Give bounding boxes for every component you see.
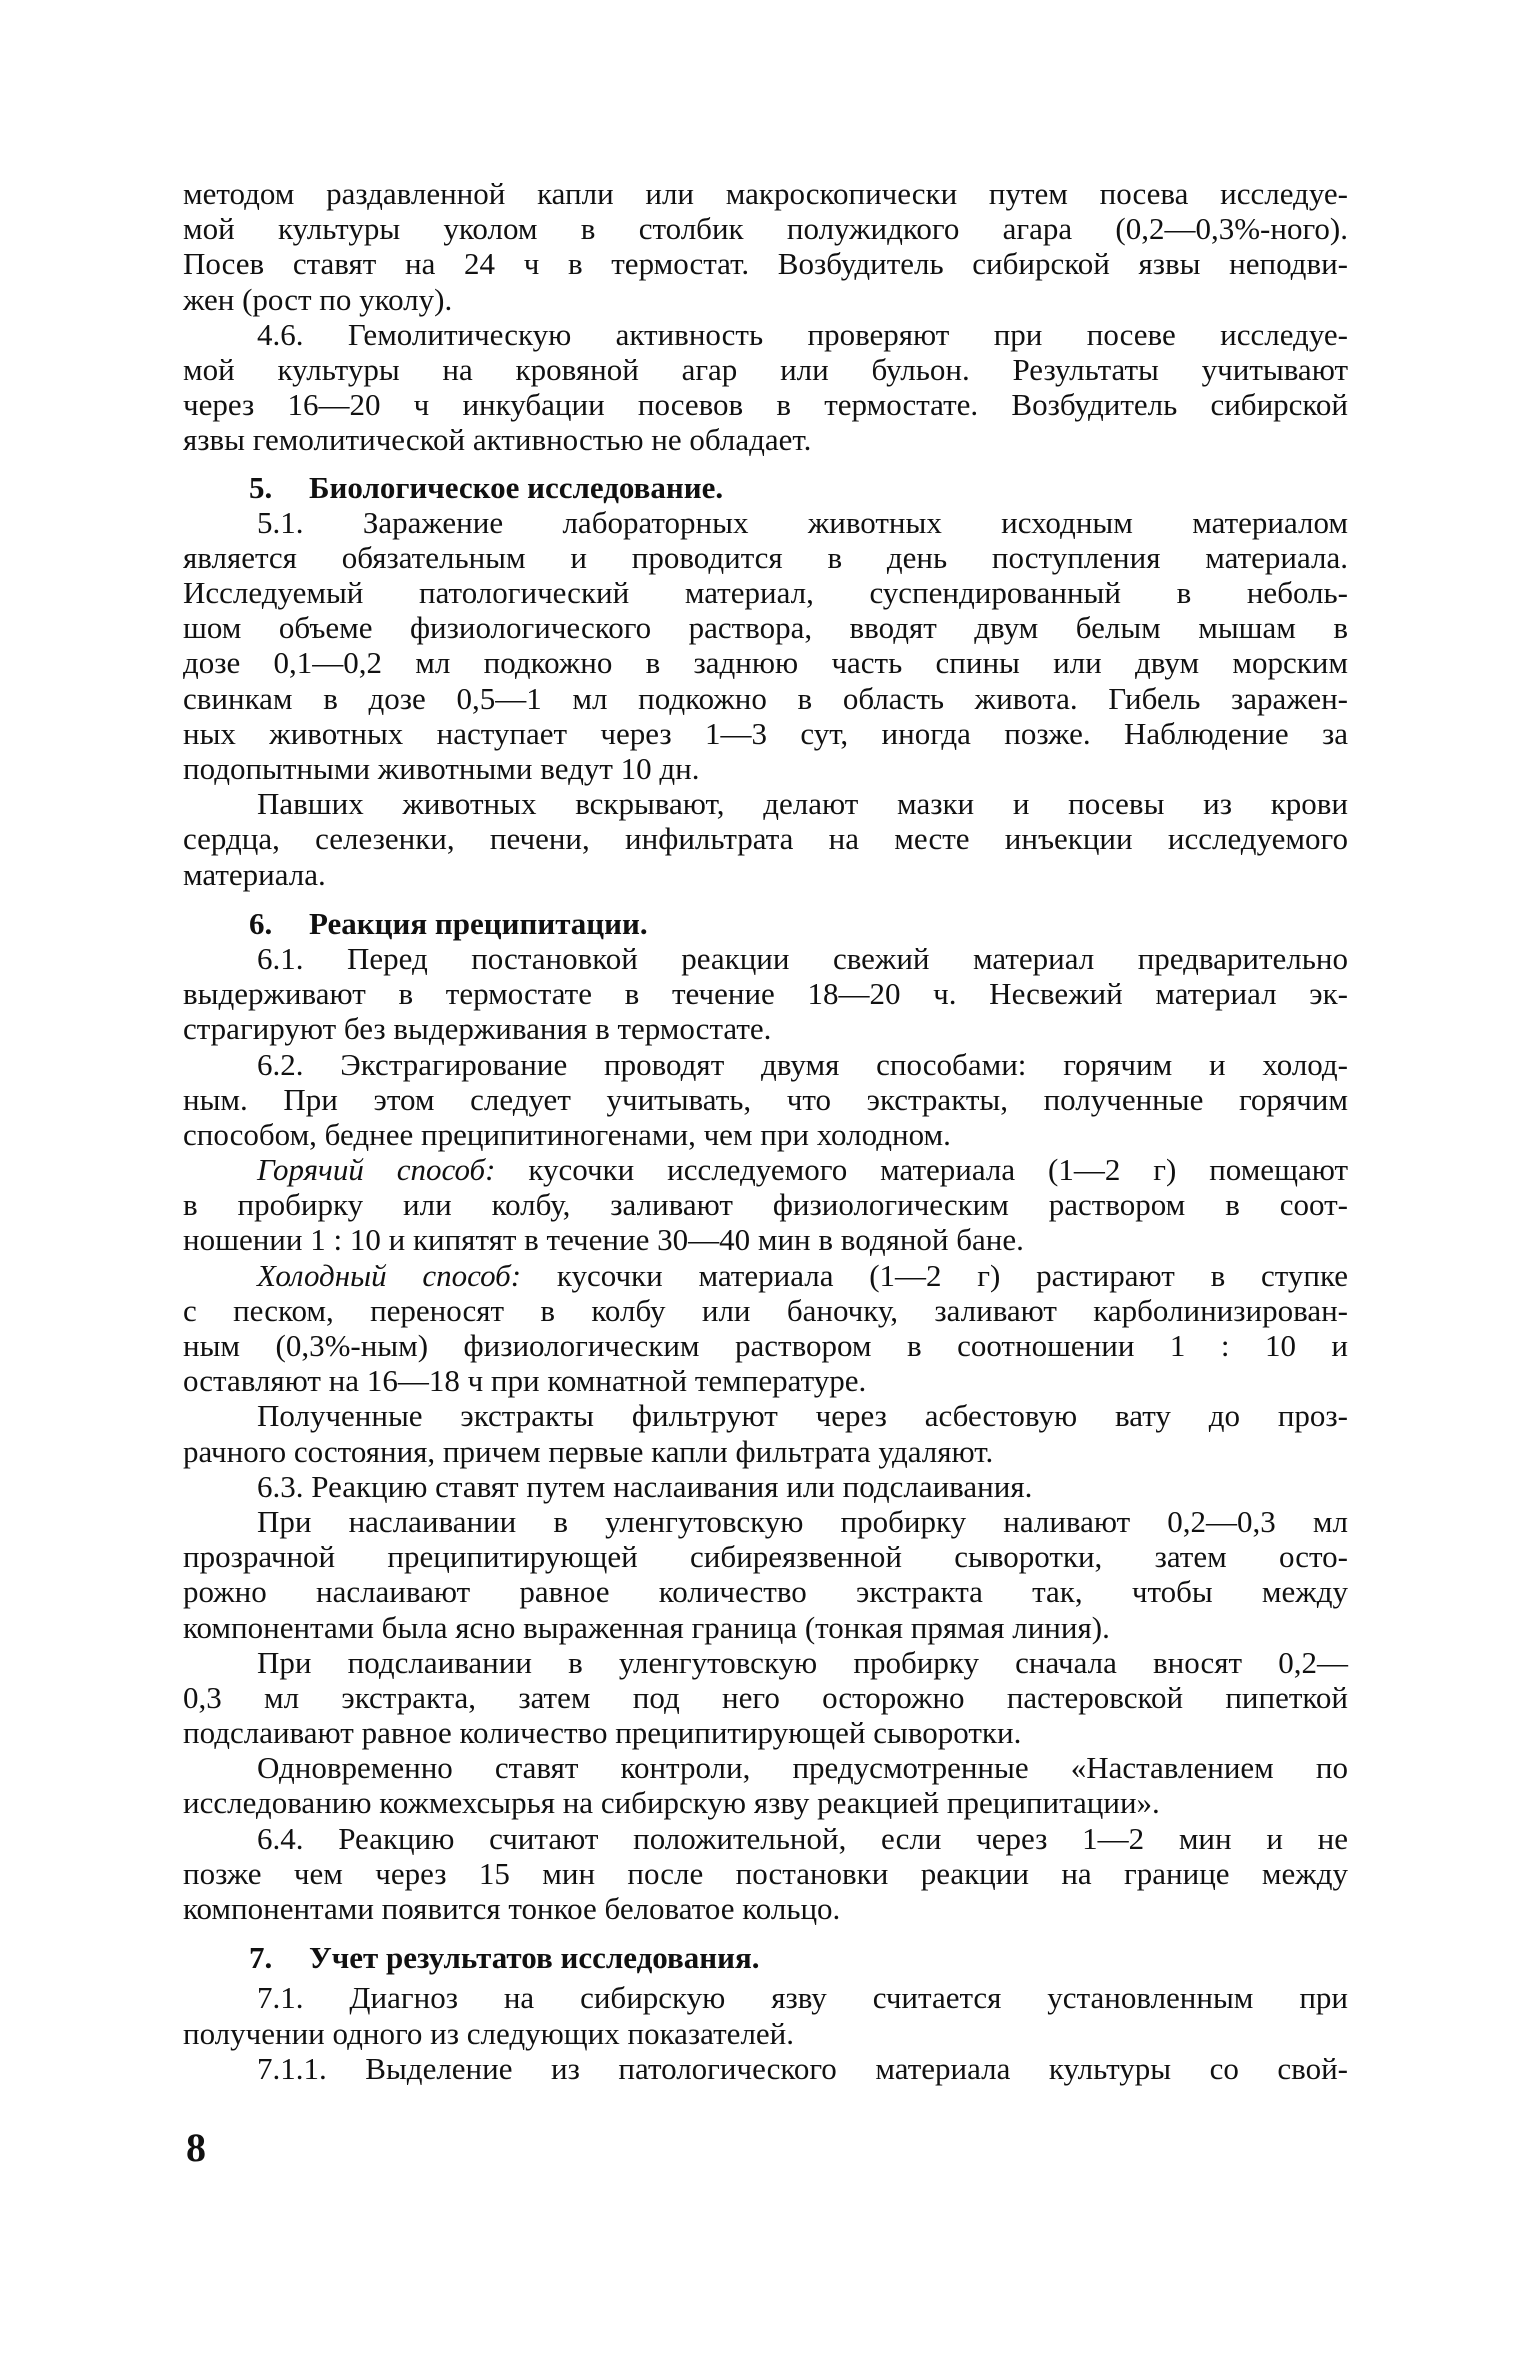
text-line: 7.1. Диагноз на сибирскую язву считается установленным при	[257, 1980, 1348, 2016]
text-line: Холодный способ: кусочки материала (1—2 г) растирают в ступке	[257, 1257, 1349, 1293]
paragraph	[183, 1750, 1348, 1820]
text-line: шом объеме физиологического раствора, вводят двум белым мышам в	[183, 610, 1348, 646]
text-line: 6.3. Реакцию ставят путем наслаивания или подслаивания.	[257, 1468, 1033, 1504]
text-line: Одновременно ставят контроли, предусмотренные «Наставлением по	[257, 1750, 1348, 1786]
text-line: позже чем через 15 мин после постановки реакции на границе между	[183, 1855, 1348, 1891]
text-line: сердца, селезенки, печени, инфильтрата на месте инъекции исследуемого	[183, 821, 1348, 857]
text-line: методом раздавленной капли или макроскопически путем посева исследуе-	[183, 176, 1348, 211]
text-line: мой культуры на кровяной агар или бульон. Результаты учитывают	[183, 351, 1348, 387]
section-title: Реакция преципитации.	[309, 905, 648, 941]
text-line: является обязательным и проводится в день поступления материала.	[183, 539, 1348, 575]
paragraph	[183, 1645, 1348, 1751]
paragraph	[183, 1980, 1348, 2050]
paragraph	[183, 786, 1348, 892]
text-line: через 16—20 ч инкубации посевов в термостате. Возбудитель сибирской	[183, 387, 1348, 423]
text-line: 6.2. Экстрагирование проводят двумя способами: горячим и холод-	[257, 1046, 1348, 1082]
text-line: Павших животных вскрывают, делают мазки и посевы из крови	[257, 786, 1348, 822]
text-line: 5.1. Заражение лабораторных животных исходным материалом	[257, 504, 1348, 540]
text-line: Полученные экстракты фильтруют через асбестовую вату до проз-	[257, 1398, 1348, 1434]
paragraph	[183, 2051, 1348, 2086]
text-line: ношении 1 : 10 и кипятят в течение 30—40 мин в водяной бане.	[183, 1222, 1024, 1258]
text-line: 4.6. Гемолитическую активность проверяют при посеве исследуе-	[257, 316, 1348, 352]
paragraph	[183, 941, 1348, 1047]
italic-lead: Горячий способ:	[257, 1152, 496, 1188]
text-line: компонентами была ясно выраженная граница (тонкая прямая линия).	[183, 1609, 1110, 1645]
text-line: 0,3 мл экстракта, затем под него осторожно пастеровской пипеткой	[183, 1679, 1348, 1715]
text-line: рачного состояния, причем первые капли фильтрата удаляют.	[183, 1433, 994, 1469]
text-line: При наслаивании в уленгутовскую пробирку наливают 0,2—0,3 мл	[257, 1503, 1348, 1539]
section-heading	[183, 906, 1348, 941]
text-line: ным. При этом следует учитывать, что экстракты, полученные горячим	[183, 1081, 1348, 1117]
section-number: 6.	[249, 905, 273, 941]
text-line: ных животных наступает через 1—3 сут, иногда позже. Наблюдение за	[183, 715, 1348, 751]
document-body	[183, 176, 1348, 2086]
section-title: Учет результатов исследования.	[309, 1940, 760, 1976]
text-line: в пробирку или колбу, заливают физиологическим раствором в соот-	[183, 1187, 1348, 1223]
text-line: 7.1.1. Выделение из патологического материала культуры со свой-	[257, 2050, 1348, 2086]
page-number: 8	[186, 2125, 206, 2170]
paragraph	[183, 1152, 1348, 1258]
paragraph	[183, 1821, 1348, 1927]
text-line: материала.	[183, 856, 326, 892]
section-number: 5.	[249, 469, 273, 505]
text-line: ным (0,3%-ным) физиологическим раствором в соотношении 1 : 10 и	[183, 1328, 1348, 1363]
text-line: выдерживают в термостате в течение 18—20 ч. Несвежий материал эк-	[183, 976, 1348, 1012]
text-line: рожно наслаивают равное количество экстракта так, чтобы между	[183, 1574, 1348, 1610]
text-line: исследованию кожмехсырья на сибирскую язву реакцией преципитации».	[183, 1785, 1160, 1821]
section-heading	[183, 1940, 1348, 1975]
text-line: получении одного из следующих показателей.	[183, 2015, 795, 2051]
text-line: 6.4. Реакцию считают положительной, если через 1—2 мин и не	[257, 1820, 1348, 1856]
text-line: оставляют на 16—18 ч при комнатной температуре.	[183, 1363, 867, 1399]
paragraph	[183, 505, 1348, 787]
text-line: подопытными животными ведут 10 дн.	[183, 751, 700, 786]
text-line: жен (рост по уколу).	[183, 281, 453, 317]
text-line: компонентами появится тонкое беловатое кольцо.	[183, 1891, 841, 1926]
text-line: При подслаивании в уленгутовскую пробирку сначала вносят 0,2—	[257, 1644, 1348, 1680]
text-line: Горячий способ: кусочки исследуемого материала (1—2 г) помещают	[257, 1152, 1348, 1188]
text-line: свинкам в дозе 0,5—1 мл подкожно в область живота. Гибель заражен-	[183, 680, 1348, 716]
italic-lead: Холодный способ:	[257, 1257, 522, 1293]
paragraph	[183, 1398, 1348, 1468]
text-line: страгируют без выдерживания в термостате.	[183, 1011, 772, 1047]
paragraph	[183, 1504, 1348, 1645]
text-line: дозе 0,1—0,2 мл подкожно в заднюю часть спины или двум морским	[183, 645, 1348, 681]
text-line: способом, беднее преципитиногенами, чем при холодном.	[183, 1116, 951, 1152]
section-heading	[183, 470, 1348, 505]
text-line: язвы гемолитической активностью не обладает.	[183, 422, 812, 458]
paragraph	[183, 317, 1348, 458]
paragraph	[183, 1258, 1348, 1399]
text-line: прозрачной преципитирующей сибиреязвенной сыворотки, затем осто-	[183, 1539, 1348, 1575]
section-number: 7.	[249, 1940, 273, 1976]
text-line: с песком, переносят в колбу или баночку, заливают карболинизирован-	[183, 1292, 1348, 1328]
paragraph	[183, 176, 1348, 317]
paragraph	[183, 1469, 1348, 1504]
text-line: Исследуемый патологический материал, суспендированный в неболь-	[183, 575, 1348, 611]
text-line: 6.1. Перед постановкой реакции свежий материал предварительно	[257, 940, 1348, 976]
text-line: мой культуры уколом в столбик полужидкого агара (0,2—0,3%-ного).	[183, 211, 1348, 247]
text-line: Посев ставят на 24 ч в термостат. Возбудитель сибирской язвы неподви-	[183, 246, 1348, 282]
text-line: подслаивают равное количество преципитирующей сыворотки.	[183, 1715, 1022, 1751]
paragraph	[183, 1047, 1348, 1153]
section-title: Биологическое исследование.	[309, 469, 724, 505]
